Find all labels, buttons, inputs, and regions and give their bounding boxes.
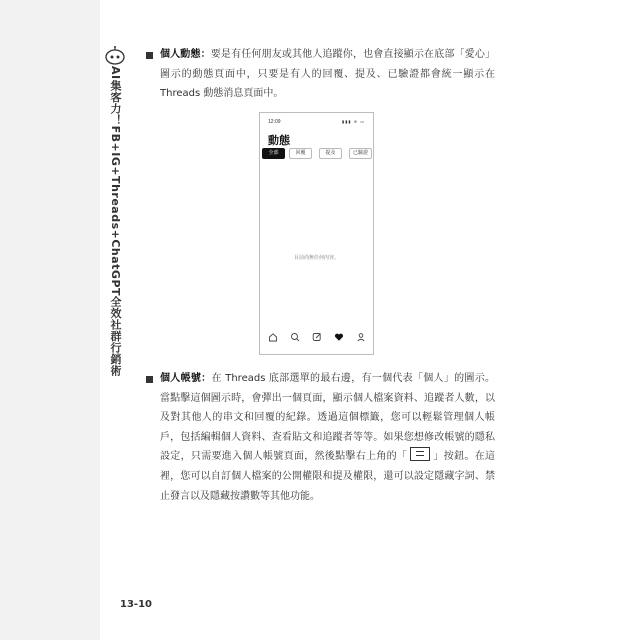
page-spine — [0, 0, 100, 640]
heart-icon[interactable] — [334, 332, 344, 342]
section-personal-account — [160, 369, 495, 506]
page-number: 13-10 — [120, 599, 152, 610]
bullet-square — [146, 52, 153, 59]
compose-icon[interactable] — [312, 332, 322, 342]
status-icons: ▮▮▮ ≋ ▭ — [342, 119, 365, 124]
robot-logo-icon — [104, 46, 126, 66]
home-icon[interactable] — [268, 332, 278, 342]
section2-text-a: 在 Threads 底部選單的最右邊，有一個代表「個人」的圖示。當點擊這個圖示時，會彈出一個頁面，顯示個人檔案資料、追蹤者人數，以及對其他人的串文和回覆的紀錄。透過這個標籤，您可以輕鬆管理個人帳戶，包括編輯個人資料、查看貼文和追蹤者等等。如果您想修改帳號的隱私設定，只需要進入個人帳號頁面，然後點擊右上角的「 — [160, 373, 495, 463]
menu-lines-icon — [410, 447, 430, 461]
section1-text: 要是有任何朋友或其他人追蹤你，也會直接顯示在底部「愛心」圖示的動態頁面中，只要是有人的回覆、提及、已驗證都會統一顯示在 Threads 動態消息頁面中。 — [160, 49, 495, 100]
book-side-title: AI集客力！FB+IG+Threads+ChatGPT全效社群行銷術 — [109, 66, 122, 377]
bullet-square — [146, 376, 153, 383]
term-personal-account: 個人帳號： — [160, 373, 212, 384]
activity-title: 動態 — [268, 135, 290, 147]
tab-all[interactable]: 全部 — [262, 148, 285, 159]
term-personal-activity: 個人動態： — [160, 49, 211, 60]
bottom-nav — [260, 332, 373, 344]
section2-text-b: 」按鈕。在這裡，您可以自訂個人檔案的公開權限和提及權限，還可以設定隱藏字詞、禁止發言以及隱藏按讚數等其他功能。 — [160, 451, 496, 502]
tab-mentions[interactable]: 提及 — [319, 148, 342, 159]
section-personal-activity — [160, 45, 495, 104]
status-time: 12:09 — [268, 119, 281, 125]
empty-state-message: 目前尚無任何內容。 — [293, 255, 339, 261]
phone-screenshot — [259, 112, 374, 355]
profile-icon[interactable] — [356, 332, 366, 342]
search-icon[interactable] — [290, 332, 300, 342]
tab-verified[interactable]: 已驗證 — [349, 148, 372, 159]
tab-replies[interactable]: 回覆 — [289, 148, 312, 159]
